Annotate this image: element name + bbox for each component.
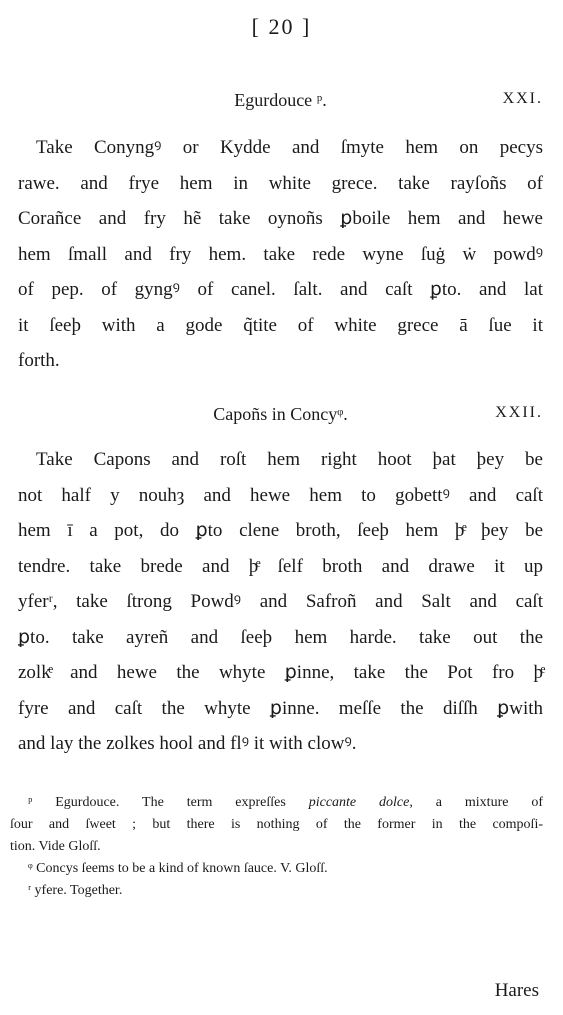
text-line: Take Conyngꝰ or Kydde and ſmyte hem on pecys (36, 137, 543, 158)
text-line: not half y nouhȝ and hewe hem to gobettꝰ and caſt (18, 484, 543, 506)
footnote-line: ſour and ſweet ; but there is nothing of the former in the compoſi- (10, 817, 543, 832)
recipe-title: Capoñs in Concyᵠ. (213, 404, 348, 424)
recipe-title: Egurdouce ᵖ. (234, 90, 327, 110)
text-line: fyre and caſt the whyte ꝑinne. meſſe the diſſh ꝑwith (18, 697, 543, 719)
text-line: Corañce and fry hẽ take oynoñs ꝑboile hem and hewe (18, 208, 543, 229)
footnotes (10, 792, 543, 902)
recipe-number: XXII. (495, 404, 543, 421)
text-line: Take Capons and roſt hem right hoot þat þey be (36, 449, 543, 470)
text-line: forth. (18, 350, 60, 371)
recipe-heading-1 (18, 90, 543, 116)
text-line: hem ī a pot, do ꝑto clene broth, ſeeþ hem þͤ þey be (18, 520, 543, 541)
page-number: [ 20 ] (251, 14, 312, 39)
footnote-line: ᵖ Egurdouce. The term expreſſes piccante dolce, a mixture of (28, 795, 544, 810)
text-line: and lay the zolkes hool and flꝰ it with clowꝰ. (18, 733, 357, 754)
footnote-line: ʳ yfere. Together. (28, 883, 123, 898)
text-line: ꝑto. take ayreñ and ſeeþ hem harde. take out the (18, 626, 543, 648)
recipe-body-2 (18, 442, 543, 762)
catchword: Hares (494, 980, 539, 1001)
text-line: it ſeeþ with a gode q̃tite of white grece ā ſue it (18, 314, 543, 336)
text-line: yferʳ, take ſtrong Powdꝰ and Safroñ and Salt and caſt (18, 591, 543, 612)
recipe-body-1 (18, 130, 543, 379)
text-line: tendre. take brede and þͤ ſelf broth and drawe it up (18, 555, 543, 577)
footnote-line: ᵠ Concys ſeems to be a kind of known ſauce. V. Gloſſ. (28, 861, 328, 876)
text-line: zolkͤ and hewe the whyte ꝑinne, take the Pot fro þͤ (18, 662, 543, 683)
text-line: hem ſmall and fry hem. take rede wyne ſuġ ẇ powdꝰ (18, 243, 543, 265)
text-line: rawe. and frye hem in white grece. take rayſoñs of (18, 172, 543, 194)
text-line: of pep. of gyngꝰ of canel. ſalt. and caſt ꝑto. and lat (18, 279, 543, 300)
footnote-line: tion. Vide Gloſſ. (10, 839, 101, 854)
recipe-heading-2 (18, 404, 543, 430)
recipe-number: XXI. (502, 90, 543, 107)
